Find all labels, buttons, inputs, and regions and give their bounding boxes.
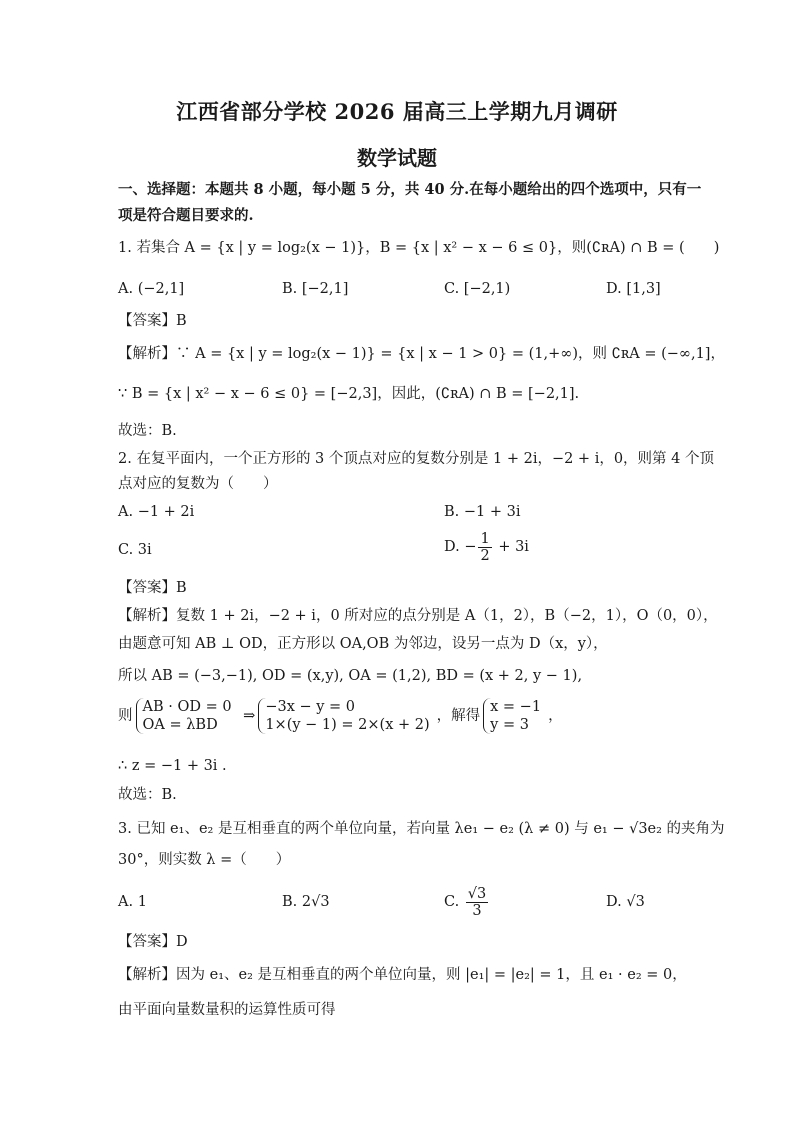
q1-option-d: D. [1,3] bbox=[606, 281, 661, 297]
q3-answer: 【答案】D bbox=[118, 934, 188, 950]
q3-option-c-fraction: $\frac{√3}{3}$ bbox=[467, 885, 487, 919]
q3-analysis-2: 由平面向量数量积的运算性质可得 bbox=[118, 1002, 336, 1018]
q2-option-d-label: D. bbox=[444, 539, 460, 555]
q1-conclusion: 故选：B. bbox=[118, 423, 177, 439]
document-title: 江西省部分学校 2026 届高三上学期九月调研 bbox=[176, 99, 618, 124]
q3-option-c-label: C. bbox=[444, 894, 460, 910]
q1-answer: 【答案】B bbox=[118, 313, 187, 329]
q2-solution-system: x = −1 y = 3 bbox=[483, 698, 545, 734]
q3-stem-2: 30°，则实数 λ =（ ） bbox=[118, 852, 291, 868]
q2-analysis-1: 【解析】复数 1 + 2i，−2 + i，0 所对应的点分别是 A（1，2），B（−2，1），O（0，0）， bbox=[118, 608, 718, 624]
q3-stem-1: 3. 已知 e₁、e₂ 是互相垂直的两个单位向量，若向量 λe₁ − e₂ (λ ≠ 0) 与 e₁ − √3e₂ 的夹角为 bbox=[118, 821, 725, 837]
document-subtitle: 数学试题 bbox=[357, 146, 437, 170]
q2-vector-system: AB · OD = 0 OA = λBD bbox=[136, 698, 236, 734]
q3-option-a: A. 1 bbox=[118, 894, 147, 910]
q2-conclusion: 故选：B. bbox=[118, 787, 177, 803]
q1-option-b: B. [−2,1] bbox=[282, 281, 349, 297]
q2-option-d-fraction: $\frac{1}{2}$ bbox=[480, 530, 490, 564]
q3-option-b: B. 2√3 bbox=[282, 894, 330, 910]
q2-system-line: 则 AB · OD = 0 OA = λBD ⇒ −3x − y = 0 1×(y − 1) = 2×(x + 2) ，解得 x = −1 y = 3 ， bbox=[118, 699, 563, 733]
q2-result: ∴ z = −1 + 3i . bbox=[118, 758, 227, 774]
q2-option-c: C. 3i bbox=[118, 542, 152, 558]
q3-option-c bbox=[444, 882, 490, 922]
section-heading: 一、选择题：本题共 8 小题，每小题 5 分，共 40 分.在每小题给出的四个选项中，只有一 bbox=[118, 181, 702, 198]
q3-analysis-1: 【解析】因为 e₁、e₂ 是互相垂直的两个单位向量，则 |e₁| = |e₂| = 1，且 e₁ · e₂ = 0， bbox=[118, 967, 687, 983]
q2-option-b: B. −1 + 3i bbox=[444, 504, 521, 520]
q2-option-a: A. −1 + 2i bbox=[118, 504, 195, 520]
section-heading-cont: 项是符合题目要求的. bbox=[118, 207, 254, 224]
q2-answer: 【答案】B bbox=[118, 580, 187, 596]
q1-analysis-1: 【解析】∵ A = {x | y = log₂(x − 1)} = {x | x − 1 > 0} = (1,+∞)，则 ∁ʀA = (−∞,1]， bbox=[118, 346, 725, 362]
q1-option-a: A. (−2,1] bbox=[118, 281, 185, 297]
q3-option-d: D. √3 bbox=[606, 894, 645, 910]
q2-analysis-3: 所以 AB = (−3,−1), OD = (x,y), OA = (1,2), BD = (x + 2, y − 1), bbox=[118, 668, 583, 684]
q1-stem: 1. 若集合 A = {x | y = log₂(x − 1)}，B = {x | x² − x − 6 ≤ 0}，则(∁ʀA) ∩ B = ( ) bbox=[118, 240, 720, 256]
q2-stem-1: 2. 在复平面内，一个正方形的 3 个顶点对应的复数分别是 1 + 2i，−2 + i，0，则第 4 个顶 bbox=[118, 451, 714, 467]
q2-stem-2: 点对应的复数为（ ） bbox=[118, 476, 278, 492]
q2-option-d: D. − $\frac{1}{2}$ + 3i bbox=[444, 530, 529, 564]
q2-analysis-2: 由题意可知 AB ⊥ OD，正方形以 OA,OB 为邻边，设另一点为 D（x，y）， bbox=[118, 636, 608, 652]
q2-equation-system: −3x − y = 0 1×(y − 1) = 2×(x + 2) bbox=[258, 698, 433, 734]
q1-analysis-2: ∵ B = {x | x² − x − 6 ≤ 0} = [−2,3]，因此，(∁ʀA) ∩ B = [−2,1]. bbox=[118, 386, 580, 402]
q1-option-c: C. [−2,1) bbox=[444, 281, 511, 297]
